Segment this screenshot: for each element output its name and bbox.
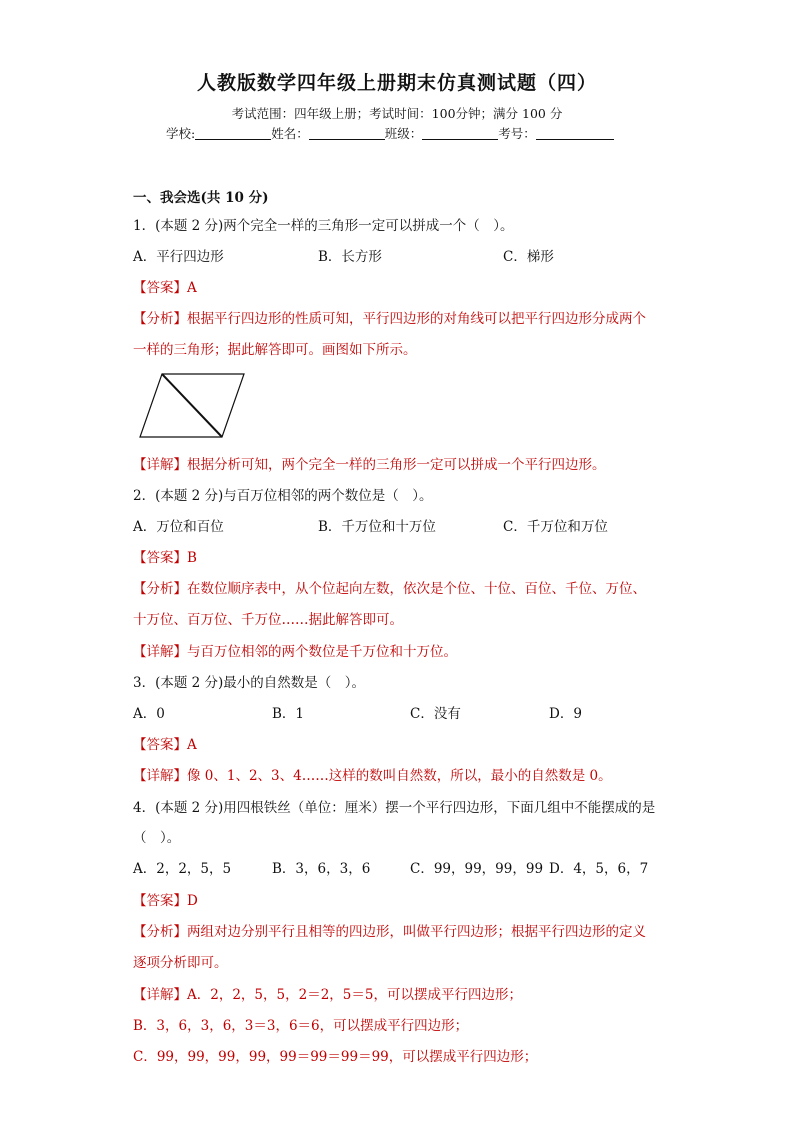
question-4-analysis-2: 逐项分析即可。: [133, 955, 228, 971]
name-blank: [309, 127, 385, 140]
question-4-detail-3: C．99，99，99，99，99＝99＝99＝99，可以摆成平行四边形；: [133, 1049, 538, 1065]
school-label: 学校:: [166, 126, 196, 141]
question-4-analysis-1: 【分析】两组对边分别平行且相等的四边形，叫做平行四边形；根据平行四边形的定义: [133, 924, 646, 940]
question-2-option-b: B．千万位和十万位: [318, 519, 436, 535]
parallelogram-diagonal: [162, 374, 222, 437]
question-4-answer: 【答案】D: [133, 893, 198, 909]
question-3-option-c: C．没有: [410, 706, 461, 722]
question-3-option-a: A．0: [133, 706, 165, 722]
question-2-detail: 【详解】与百万位相邻的两个数位是千万位和十万位。: [133, 644, 457, 660]
class-label: 班级：: [384, 126, 423, 141]
question-1-analysis-2: 一样的三角形；据此解答即可。画图如下所示。: [133, 342, 417, 358]
exam-no-blank: [536, 127, 614, 140]
exam-no-label: 考号：: [498, 126, 536, 141]
section-heading: 一、我会选(共 10 分): [133, 190, 269, 206]
class-blank: [422, 127, 498, 140]
question-1-option-c: C．梯形: [503, 249, 554, 265]
question-1-option-b: B．长方形: [318, 249, 382, 265]
question-2-analysis-1: 【分析】在数位顺序表中，从个位起向左数，依次是个位、十位、百位、千位、万位、: [133, 581, 646, 597]
question-4-option-c: C．99，99，99，99: [410, 861, 544, 877]
question-1-analysis-1: 【分析】根据平行四边形的性质可知，平行四边形的对角线可以把平行四边形分成两个: [133, 311, 646, 327]
student-fields: [166, 124, 614, 142]
question-4-option-d: D．4，5，6，7: [549, 861, 649, 877]
question-4-stem-1: 4．(本题 2 分)用四根铁丝（单位：厘米）摆一个平行四边形，下面几组中不能摆成的是: [133, 800, 656, 816]
exam-meta: 考试范围：四年级上册；考试时间：100分钟；满分 100 分: [231, 106, 563, 121]
name-label: 姓名：: [271, 126, 309, 141]
question-4-option-b: B．3，6，3，6: [272, 861, 371, 877]
question-2-option-a: A．万位和百位: [133, 519, 224, 535]
question-2-option-c: C．千万位和万位: [503, 519, 608, 535]
parallelogram-diagram: [138, 371, 248, 441]
question-1-option-a: A．平行四边形: [133, 249, 224, 265]
exam-title: 人教版数学四年级上册期末仿真测试题（四）: [196, 72, 597, 94]
question-4-detail-2: B．3，6，3，6，3＝3，6＝6，可以摆成平行四边形；: [133, 1018, 469, 1034]
question-3-option-b: B．1: [272, 706, 305, 722]
question-3-stem: 3．(本题 2 分)最小的自然数是（ ）。: [133, 675, 366, 691]
question-3-detail: 【详解】像 0、1、2、3、4……这样的数叫自然数，所以，最小的自然数是 0。: [133, 768, 612, 784]
question-1-stem: 1．(本题 2 分)两个完全一样的三角形一定可以拼成一个（ ）。: [133, 218, 514, 234]
question-1-answer: 【答案】A: [133, 280, 197, 296]
question-4-option-a: A．2，2，5，5: [133, 861, 232, 877]
question-4-detail-1: 【详解】A．2，2，5，5，2＝2，5＝5，可以摆成平行四边形；: [133, 987, 522, 1003]
question-2-analysis-2: 十万位、百万位、千万位……据此解答即可。: [133, 612, 403, 628]
question-3-option-d: D．9: [549, 706, 582, 722]
question-3-answer: 【答案】A: [133, 737, 197, 753]
question-1-detail: 【详解】根据分析可知，两个完全一样的三角形一定可以拼成一个平行四边形。: [133, 457, 606, 473]
question-4-stem-2: （ ）。: [133, 830, 181, 846]
question-2-answer: 【答案】B: [133, 550, 197, 566]
question-2-stem: 2．(本题 2 分)与百万位相邻的两个数位是（ ）。: [133, 488, 433, 504]
school-blank: [195, 127, 271, 140]
